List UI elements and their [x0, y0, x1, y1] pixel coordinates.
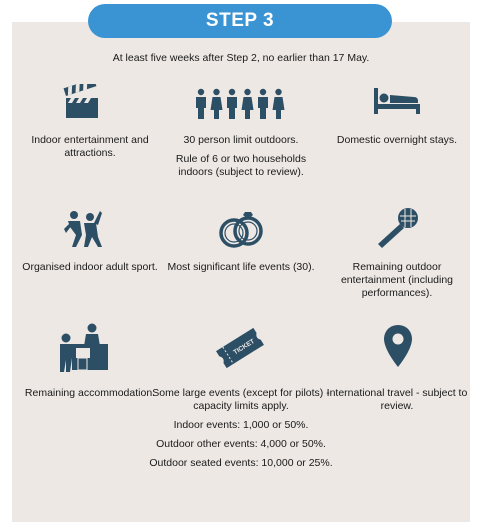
item-accommodation: [15, 387, 165, 406]
person-figure-icon: [242, 89, 254, 119]
item-text: Indoor events: 1,000 or 50%.: [173, 419, 309, 431]
item-outdoor-entertainment: [322, 261, 472, 306]
item-large-events: [146, 387, 336, 476]
item-text: Organised indoor adult sport.: [22, 261, 158, 273]
person-figure-icon: [227, 89, 237, 119]
person-figure-icon: [258, 89, 268, 119]
ticket-icon: [212, 326, 268, 370]
item-text: 30 person limit outdoors.: [183, 134, 299, 146]
person-figure-icon: [273, 89, 285, 119]
bed-icon: [372, 86, 422, 116]
item-text: Indoor entertainment and attractions.: [31, 134, 149, 159]
item-text: International travel - subject to review.: [326, 387, 468, 412]
item-text: Some large events (except for pilots) - capacity limits apply.: [152, 387, 330, 412]
item-text: Outdoor seated events: 10,000 or 25%.: [149, 457, 333, 469]
clapperboard-icon: [62, 84, 102, 120]
item-text: Most significant life events (30).: [167, 261, 315, 273]
item-international-travel: [322, 387, 472, 419]
item-text: Domestic overnight stays.: [336, 134, 458, 146]
sport-players-icon: [60, 207, 104, 251]
step-title-banner: STEP 3: [88, 4, 392, 38]
item-text: Outdoor other events: 4,000 or 50%.: [156, 438, 326, 450]
step-subtitle: At least five weeks after Step 2, no earlier than 17 May.: [112, 52, 370, 64]
item-text: Remaining accommodation.: [24, 387, 156, 399]
svg-text:TICKET: TICKET: [232, 337, 256, 357]
person-figure-icon: [196, 89, 206, 119]
item-text: Rule of 6 or two households indoors (subject to review).: [175, 153, 307, 178]
item-indoor-entertainment: [15, 134, 165, 166]
microphone-icon: [374, 206, 420, 252]
item-text: Remaining outdoor entertainment (including performances).: [340, 261, 454, 299]
person-figure-icon: [211, 89, 223, 119]
item-life-events: [166, 261, 316, 280]
people-group-icon: [194, 88, 286, 120]
item-indoor-sport: [15, 261, 165, 280]
item-person-limits: [166, 134, 316, 185]
item-domestic-stays: [322, 134, 472, 153]
hotel-reception-icon: [56, 322, 110, 374]
location-pin-icon: [382, 323, 414, 369]
wedding-rings-icon: [214, 209, 268, 249]
